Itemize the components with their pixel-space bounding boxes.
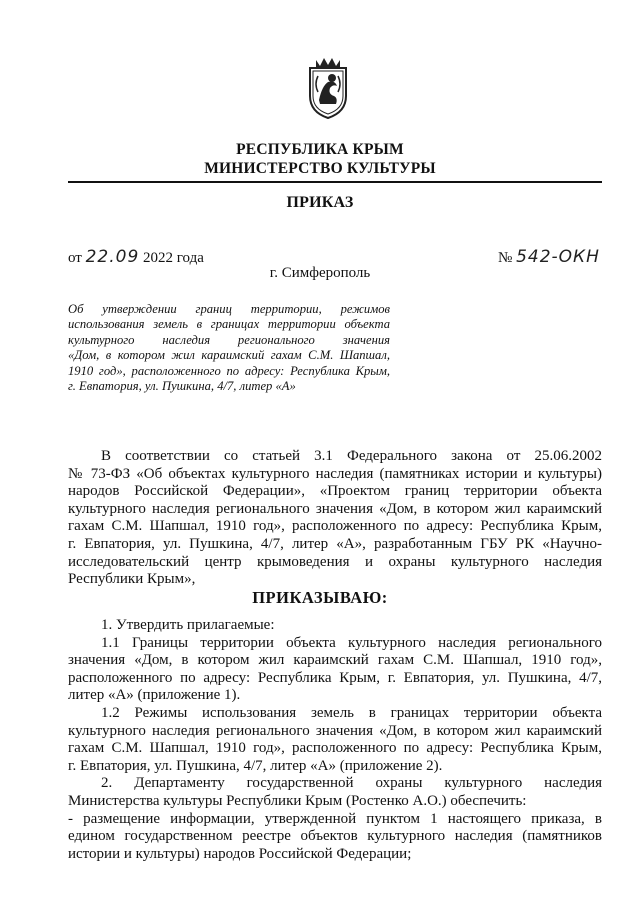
coat-of-arms-icon: [302, 52, 354, 120]
preamble-line: культурного наследия регионального значения «Дом, в котором жил караимский: [68, 500, 602, 517]
order-items: [68, 617, 602, 863]
order-line: 1.2 Режимы использования земель в границах территории объекта: [101, 704, 602, 721]
order-line: Министерства культуры Республики Крым (Ростенко А.О.) обеспечить:: [68, 792, 527, 809]
number-handwritten: 542-ОКН: [516, 247, 600, 267]
subject-line: 1910 год», расположенного по адресу: Республика Крым,: [68, 363, 390, 378]
preamble-line: гахам С.М. Шапшал, 1910 год», расположенного по адресу: Республика Крым,: [68, 518, 602, 535]
order-line: гахам С.М. Шапшал, 1910 год», расположенного по адресу: Республика Крым,: [68, 740, 602, 757]
document-type: ПРИКАЗ: [286, 194, 354, 211]
subject-line: «Дом, в котором жил караимский гахам С.М. Шапшал,: [68, 348, 390, 363]
preamble-line: народов Российской Федерации», «Проектом границ территории объекта: [68, 483, 602, 500]
date-line: [68, 247, 204, 267]
order-line: едином государственном реестре объектов культурного наследия (памятников: [68, 828, 602, 845]
subject-line: культурного наследия регионального значения: [68, 332, 390, 347]
order-line: - размещение информации, утвержденной пунктом 1 настоящего приказа, в: [68, 810, 602, 827]
number-line: [498, 247, 600, 267]
order-line: г. Евпатория, ул. Пушкина, 4/7, литер «А» (приложение 2).: [68, 757, 443, 774]
preamble-line: г. Евпатория, ул. Пушкина, 4/7, литер «А», разработанным ГБУ РК «Научно-: [68, 535, 602, 552]
order-line: значения «Дом, в котором жил караимский гахам С.М. Шапшал, 1910 год»,: [68, 652, 602, 669]
preamble-line: № 73-ФЗ «Об объектах культурного наследия (памятниках истории и культуры): [68, 465, 602, 482]
subject-block: [68, 302, 390, 394]
date-handwritten: 22.09: [85, 247, 140, 267]
date-prefix: от: [68, 250, 82, 266]
order-line: расположенного по адресу: Республика Крым, г. Евпатория, ул. Пушкина, 4/7,: [68, 669, 602, 686]
order-line: 2. Департаменту государственной охраны культурного наследия: [101, 775, 602, 792]
date-suffix: 2022 года: [143, 250, 204, 266]
ministry-name: МИНИСТЕРСТВО КУЛЬТУРЫ: [204, 160, 436, 177]
preamble-paragraph: [68, 448, 602, 589]
number-prefix: №: [498, 250, 513, 266]
city: г. Симферополь: [269, 265, 371, 281]
republic-name: РЕСПУБЛИКА КРЫМ: [236, 141, 404, 158]
preamble-line: В соответствии со статьей 3.1 Федерального закона от 25.06.2002: [101, 448, 602, 464]
order-line: 1. Утвердить прилагаемые:: [101, 617, 275, 633]
subject-line: Об утверждении границ территории, режимов: [68, 302, 390, 316]
order-line: истории и культуры) народов Российской Федерации;: [68, 845, 412, 862]
order-line: культурного наследия регионального значения «Дом, в котором жил караимский: [68, 722, 602, 739]
order-line: литер «А» (приложение 1).: [68, 687, 241, 704]
preamble-line: исследовательский центр крымоведения и охраны культурного наследия: [68, 553, 602, 570]
order-line: 1.1 Границы территории объекта культурного наследия регионального: [101, 634, 602, 651]
header-divider: [68, 181, 602, 183]
subject-line: г. Евпатория, ул. Пушкина, 4/7, литер «А»: [68, 379, 296, 394]
subject-line: использования земель в границах территории объекта: [68, 317, 390, 332]
order-heading: ПРИКАЗЫВАЮ:: [252, 588, 388, 607]
preamble-line: Республики Крым»,: [68, 571, 196, 588]
